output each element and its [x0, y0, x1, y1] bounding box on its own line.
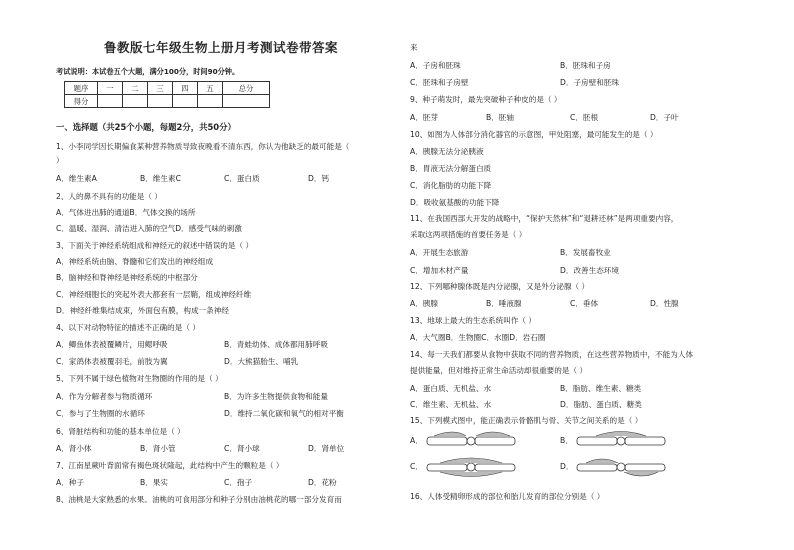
score-cell [123, 95, 148, 108]
option: D．大熊猫胎生、哺乳 [224, 357, 299, 366]
question-7: 7、江南星蕨叶背面常有褐色斑状隆起，此结构中产生的颗粒是（ ） [56, 461, 284, 470]
question-8-cont: 来 [410, 43, 418, 52]
question-1-cont: ） [56, 156, 64, 165]
figure-label: C． [410, 462, 423, 471]
option: C．蛋白质 [224, 174, 260, 183]
option: B．脑神经和脊神经是神经系统的中枢部分 [56, 273, 198, 282]
question-5: 5、下列不属于绿色植物对生物圈的作用的是（ ） [56, 374, 223, 383]
option: C．增加木材产量 [410, 266, 469, 275]
option: A．鲫鱼体表被覆鳞片，用鳃呼吸 [56, 340, 168, 349]
option: B．为许多生物提供食物和能量 [224, 392, 328, 401]
option: B．胃液无法分解蛋白质 [410, 164, 492, 173]
question-11-cont: 采取这两项措施的首要任务是（ ） [410, 230, 527, 239]
score-cell: 二 [123, 82, 148, 95]
figure-label: B． [560, 436, 573, 445]
option: D．钙 [308, 174, 330, 183]
option: A．种子 [56, 478, 84, 487]
score-cell: 题序 [65, 82, 98, 95]
exam-title: 鲁教版七年级生物上册月考测试卷带答案 [104, 40, 339, 55]
option: D．吸收氨基酸的功能下降 [410, 198, 500, 207]
question-8: 8、油桃是大家熟悉的水果。油桃的可食用部分和种子分别由油桃花的哪一部分发育而 [56, 495, 342, 504]
option: D．子房壁和胚珠 [560, 78, 620, 87]
question-14: 14、每一天我们都要从食物中获取不同的营养物质，在这些营养物质中，不能为人体 [410, 350, 694, 359]
option: C．垂体 [570, 299, 599, 308]
option: A．肾小体 [56, 444, 92, 453]
option: A．作为分解者参与物质循环 [56, 392, 153, 401]
option: C．孢子 [224, 478, 253, 487]
question-15: 15、下列模式图中，能正确表示骨骼肌与骨、关节之间关系的是（ ） [410, 416, 643, 425]
score-cell: 三 [148, 82, 173, 95]
option: B．维生素C [140, 174, 181, 183]
question-10: 10、如图为人体部分消化器官的示意图，甲处阻塞，最可能发生的是（ ） [410, 130, 658, 139]
option: B．发展畜牧业 [560, 248, 611, 257]
option: C．胚珠和子房壁 [410, 78, 469, 87]
score-cell [198, 95, 223, 108]
score-cell [173, 95, 198, 108]
score-cell [98, 95, 123, 108]
score-cell: 四 [173, 82, 198, 95]
option: D．神经纤维集结成束，外面包有膜，构成一条神经 [56, 306, 229, 315]
option: A．神经系统由脑、脊髓和它们发出的神经组成 [56, 257, 214, 266]
option: D．维持二氧化碳和氧气的相对平衡 [224, 409, 344, 418]
option: B．唾液腺 [486, 299, 522, 308]
question-3: 3、下面关于神经系统组成和神经元的叙述中错误的是（ ） [56, 241, 254, 250]
bone-muscle-figure-d [576, 455, 668, 479]
option: C．胚根 [570, 113, 599, 122]
option: B．胚轴 [486, 113, 514, 122]
option: D．花粉 [308, 478, 337, 487]
option: B．胚珠和子房 [560, 61, 611, 70]
option: D．改善生态环境 [560, 266, 620, 275]
question-4: 4、以下对动物特征的描述不正确的是（ ） [56, 323, 200, 332]
option: D．子叶 [650, 113, 679, 122]
option: C．家鸽体表被覆羽毛，前肢为翼 [56, 357, 168, 366]
question-2: 2、人的鼻不具有的功能是（ ） [56, 192, 162, 201]
option: B．果实 [140, 478, 168, 487]
option: A．子房和胚珠 [410, 61, 461, 70]
option: C．神经细胞长的突起外表大都套有一层鞘，组成神经纤维 [56, 290, 252, 299]
score-cell: 一 [98, 82, 123, 95]
option: B．脂肪、维生素、糖类 [560, 384, 642, 393]
option: D．脂肪、蛋白质、糖类 [560, 400, 642, 409]
question-9: 9、种子萌发时，最先突破种子种皮的是（ ） [410, 95, 562, 104]
score-cell: 得分 [65, 95, 98, 108]
bone-muscle-figure-b [576, 430, 668, 452]
option: B．青蛙幼体、成体都用肺呼吸 [224, 340, 328, 349]
option: C．参与了生物圈的水循环 [56, 409, 145, 418]
figure-label: A． [410, 436, 423, 445]
option: C．维生素、无机盐、水 [410, 400, 492, 409]
figure-label: D． [560, 462, 574, 471]
question-16: 16、人体受精卵形成的部位和胎儿发育的部位分别是（ ） [410, 492, 605, 501]
option: A．开展生态旅游 [410, 248, 469, 257]
score-cell: 总分 [223, 82, 270, 95]
option: A．气体进出肺的通道B．气体交换的场所 [56, 208, 196, 217]
section-heading: 一、选择题（共25个小题，每题2分，共50分） [56, 122, 236, 132]
option: A．胚芽 [410, 113, 438, 122]
exam-instructions: 考试说明：本试卷五个大题，满分100分，时间90分钟。 [56, 67, 240, 76]
bone-muscle-figure-c [426, 455, 518, 479]
option: A．维生素A [56, 174, 97, 183]
option: A．胰腺无法分泌胰液 [410, 147, 484, 156]
question-12: 12、下列哪种腺体既是内分泌腺，又是外分泌腺（ ） [410, 282, 590, 291]
question-6: 6、肾脏结构和功能的基本单位是（ ） [56, 427, 185, 436]
option: A．大气圈B．生物圈C．水圈D．岩石圈 [410, 333, 546, 342]
option: C．温暖、湿润、清洁进入肺的空气D．感受气味的刺激 [56, 224, 242, 233]
question-13: 13、地球上最大的生态系统叫作（ ） [410, 316, 536, 325]
question-14-cont: 提供能量，但对维持正常生命活动却很重要的是（ ） [410, 366, 588, 375]
option: A．蛋白质、无机盐、水 [410, 384, 492, 393]
option: D．性腺 [650, 299, 679, 308]
question-1: 1、小李同学因长期偏食某种营养物质导致夜晚看不清东西，你认为他缺乏的最可能是（ [56, 142, 350, 151]
score-table [64, 81, 270, 108]
score-cell: 五 [198, 82, 223, 95]
option: D．肾单位 [308, 444, 345, 453]
option: B．肾小管 [140, 444, 176, 453]
bone-muscle-figure-a [426, 430, 518, 452]
score-cell [148, 95, 173, 108]
option: C．消化脂肪的功能下降 [410, 181, 492, 190]
score-cell [223, 95, 270, 108]
option: A．胰腺 [410, 299, 438, 308]
question-11: 11、在我国西部大开发的战略中，“保护天然林”和“退耕还林”是两项重要内容， [410, 214, 679, 223]
option: C．肾小球 [224, 444, 260, 453]
